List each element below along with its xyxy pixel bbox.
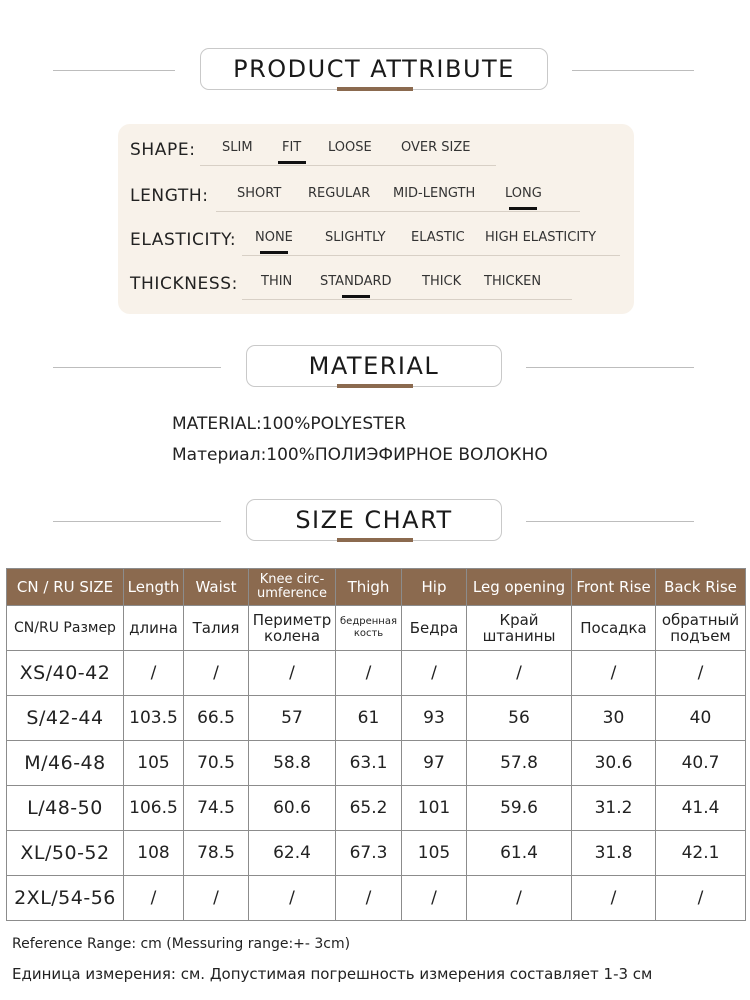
option-slightly: SLIGHTLY — [325, 230, 386, 245]
option-none-selected: NONE — [255, 230, 293, 245]
option-regular: REGULAR — [308, 186, 371, 201]
divider-left — [53, 521, 221, 522]
table-cell: 31.8 — [572, 831, 656, 876]
table-row — [7, 651, 746, 696]
attribute-label: SHAPE: — [130, 140, 196, 160]
option-fit-selected: FIT — [282, 140, 302, 155]
size-chart-header — [0, 499, 750, 545]
material-text-en: MATERIAL:100%POLYESTER — [172, 414, 407, 434]
size-cell: XS/40-42 — [7, 651, 124, 696]
attribute-row-thickness — [118, 270, 634, 300]
section-title: SIZE CHART — [246, 499, 502, 541]
table-cell: 60.6 — [249, 786, 336, 831]
option-slim: SLIM — [222, 140, 253, 155]
attribute-row-elasticity — [118, 226, 634, 256]
column-header-ru: Край штанины — [467, 606, 572, 651]
table-cell: 78.5 — [184, 831, 249, 876]
table-cell: 103.5 — [124, 696, 184, 741]
table-cell: 105 — [402, 831, 467, 876]
table-cell: / — [572, 651, 656, 696]
material-header — [0, 345, 750, 391]
column-header-ru: CN/RU Размер — [7, 606, 124, 651]
reference-note-ru: Единица измерения: см. Допустимая погрешность измерения составляет 1-3 см — [12, 965, 653, 983]
column-header-ru: Талия — [184, 606, 249, 651]
table-cell: 42.1 — [656, 831, 746, 876]
table-cell: 70.5 — [184, 741, 249, 786]
table-cell: / — [656, 876, 746, 921]
table-cell: 30 — [572, 696, 656, 741]
option-thin: THIN — [261, 274, 293, 289]
table-cell: 59.6 — [467, 786, 572, 831]
attribute-panel — [118, 124, 634, 314]
table-cell: 61.4 — [467, 831, 572, 876]
table-cell: 106.5 — [124, 786, 184, 831]
table-header-row — [7, 569, 746, 606]
table-cell: / — [124, 651, 184, 696]
table-cell: 74.5 — [184, 786, 249, 831]
option-elastic: ELASTIC — [411, 230, 465, 245]
table-row — [7, 786, 746, 831]
table-cell: / — [656, 651, 746, 696]
column-header-ru: бедренная кость — [336, 606, 402, 651]
size-cell: XL/50-52 — [7, 831, 124, 876]
attribute-label: ELASTICITY: — [130, 230, 237, 250]
column-header-ru: Периметр колена — [249, 606, 336, 651]
table-cell: 93 — [402, 696, 467, 741]
divider-right — [526, 521, 694, 522]
table-cell: 40 — [656, 696, 746, 741]
option-loose: LOOSE — [328, 140, 372, 155]
table-cell: 65.2 — [336, 786, 402, 831]
table-cell: 105 — [124, 741, 184, 786]
attribute-row-shape — [118, 136, 634, 166]
table-cell: / — [184, 651, 249, 696]
table-cell: 58.8 — [249, 741, 336, 786]
table-cell: / — [467, 876, 572, 921]
table-cell: 31.2 — [572, 786, 656, 831]
table-header-row-ru — [7, 606, 746, 651]
table-cell: / — [249, 651, 336, 696]
table-cell: 57.8 — [467, 741, 572, 786]
table-row — [7, 831, 746, 876]
table-row — [7, 876, 746, 921]
attribute-label: THICKNESS: — [130, 274, 238, 294]
column-header: Hip — [402, 569, 467, 606]
table-cell: 97 — [402, 741, 467, 786]
table-cell: / — [124, 876, 184, 921]
column-header: Thigh — [336, 569, 402, 606]
column-header: CN / RU SIZE — [7, 569, 124, 606]
option-standard-selected: STANDARD — [320, 274, 392, 289]
accent-bar — [337, 87, 413, 91]
option-thick: THICK — [422, 274, 462, 289]
accent-bar — [337, 384, 413, 388]
table-row — [7, 741, 746, 786]
option-short: SHORT — [237, 186, 282, 201]
attribute-label: LENGTH: — [130, 186, 209, 206]
table-cell: 108 — [124, 831, 184, 876]
table-cell: / — [402, 876, 467, 921]
table-row — [7, 696, 746, 741]
divider-left — [53, 70, 175, 71]
size-cell: L/48-50 — [7, 786, 124, 831]
column-header-ru: длина — [124, 606, 184, 651]
option-over-size: OVER SIZE — [401, 140, 471, 155]
table-cell: 40.7 — [656, 741, 746, 786]
divider-left — [53, 367, 221, 368]
table-cell: 41.4 — [656, 786, 746, 831]
table-cell: / — [402, 651, 467, 696]
table-cell: 30.6 — [572, 741, 656, 786]
option-thicken: THICKEN — [484, 274, 542, 289]
table-cell: 63.1 — [336, 741, 402, 786]
section-title: MATERIAL — [246, 345, 502, 387]
column-header: Waist — [184, 569, 249, 606]
table-cell: / — [572, 876, 656, 921]
table-cell: 57 — [249, 696, 336, 741]
size-chart-table — [6, 568, 746, 921]
column-header-ru: Посадка — [572, 606, 656, 651]
option-long-selected: LONG — [505, 186, 542, 201]
table-cell: / — [467, 651, 572, 696]
table-cell: 61 — [336, 696, 402, 741]
material-text-ru: Материал:100%ПОЛИЭФИРНОЕ ВОЛОКНО — [172, 445, 548, 465]
attribute-row-length — [118, 182, 634, 212]
column-header: Leg opening — [467, 569, 572, 606]
column-header-ru: обратный подъем — [656, 606, 746, 651]
product-attribute-header — [0, 48, 750, 94]
table-cell: 67.3 — [336, 831, 402, 876]
column-header-ru: Бедра — [402, 606, 467, 651]
divider-right — [572, 70, 694, 71]
size-cell: M/46-48 — [7, 741, 124, 786]
table-cell: / — [249, 876, 336, 921]
table-cell: / — [336, 651, 402, 696]
table-cell: 66.5 — [184, 696, 249, 741]
size-cell: 2XL/54-56 — [7, 876, 124, 921]
column-header: Front Rise — [572, 569, 656, 606]
column-header: Knee circ-umference — [249, 569, 336, 606]
accent-bar — [337, 538, 413, 542]
column-header: Back Rise — [656, 569, 746, 606]
divider-right — [526, 367, 694, 368]
table-cell: 56 — [467, 696, 572, 741]
option-high-elasticity: HIGH ELASTICITY — [485, 230, 597, 245]
table-cell: 62.4 — [249, 831, 336, 876]
table-cell: / — [184, 876, 249, 921]
table-cell: / — [336, 876, 402, 921]
section-title: PRODUCT ATTRIBUTE — [200, 48, 548, 90]
reference-note: Reference Range: cm (Messuring range:+- 3cm) — [12, 936, 351, 952]
option-mid-length: MID-LENGTH — [393, 186, 476, 201]
column-header: Length — [124, 569, 184, 606]
table-cell: 101 — [402, 786, 467, 831]
size-cell: S/42-44 — [7, 696, 124, 741]
